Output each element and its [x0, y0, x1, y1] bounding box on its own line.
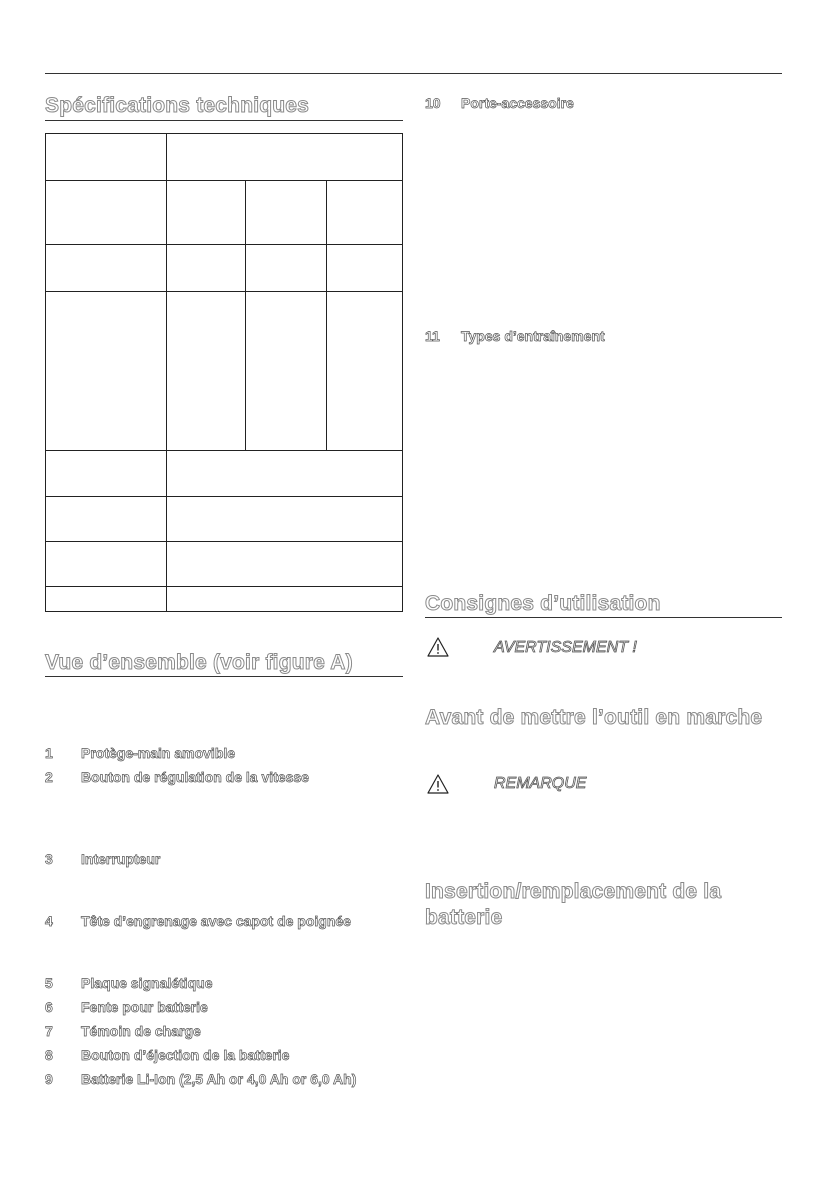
spec-table-subcol-divider [245, 180, 246, 450]
spec-table [45, 133, 403, 612]
overview-heading-rule [45, 676, 403, 677]
header-rule [45, 73, 782, 74]
overview-heading: Vue d’ensemble (voir figure A) [45, 651, 353, 674]
warning-label: AVERTISSEMENT ! [494, 639, 637, 656]
spec-table-row-line [45, 133, 403, 134]
spec-heading-rule [45, 120, 403, 121]
spec-table-row-line [45, 611, 403, 612]
battery-heading-line2: batterie [425, 906, 503, 929]
spec-table-row-line [45, 586, 403, 587]
battery-heading-line1: Insertion/remplacement de la [425, 880, 722, 903]
spec-table-row-line [45, 180, 403, 181]
spec-table-subcol-divider [326, 180, 327, 450]
spec-table-row-line [45, 450, 403, 451]
before-start-heading: Avant de mettre l’outil en marche [425, 706, 763, 729]
spec-table-row-line [45, 496, 403, 497]
spec-heading: Spécifications techniques [45, 94, 310, 117]
usage-heading: Consignes d’utilisation [425, 592, 661, 615]
spec-table-row-line [45, 244, 403, 245]
spec-table-row-line [45, 541, 403, 542]
spec-table-row-line [45, 291, 403, 292]
warning-triangle-icon [427, 774, 449, 794]
usage-heading-rule [425, 617, 782, 618]
warning-triangle-icon [427, 637, 449, 657]
note-label: REMARQUE [494, 775, 587, 792]
